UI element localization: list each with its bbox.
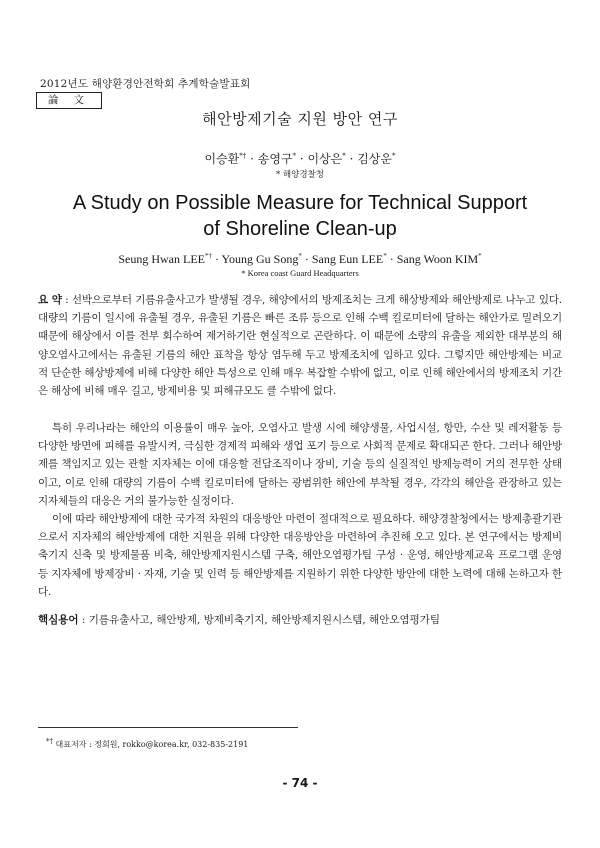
english-authors: [0, 252, 600, 267]
author-name: Sang Eun LEE: [311, 252, 384, 266]
keywords-text: : 기름유출사고, 해안방제, 방제비축기지, 해안방제지원시스템, 해안오염평가팀: [78, 614, 441, 626]
author-mark: *†: [204, 252, 212, 260]
conference-header: 2012년도 해양환경안전학회 추계학술발표회: [40, 78, 251, 90]
korean-authors: [0, 150, 600, 167]
korean-affiliation: * 해양경찰청: [275, 170, 324, 180]
abstract-paragraph-1: [38, 291, 562, 400]
abstract-paragraph-3: 이에 따라 해안방제에 대한 국가적 차원의 대응방안 마련이 절대적으로 필요하다. 해양경찰청에서는 방제총괄기관으로서 지자체의 해안방제에 대한 지원을 위해 다양한 대응방안을 마련하여 추진해 오고 있다. 본 연구에서는 방제비축기지 신축 및 방제물품 비축, 해안방제지원시스템 구축, 해안오염평가팀 구성 · 운영, 해안방제교육 프로그램 운영 등 지자체에 방제장비 · 자재, 기술 및 인력 등 해안방제를 지원하기 위한 다양한 방안에 대한 노력에 대해 논하고자 한다.: [38, 513, 562, 598]
english-title-line1: A Study on Possible Measure for Technical Support: [72, 192, 528, 214]
page-number: - 74 -: [282, 776, 318, 790]
english-title: [0, 190, 600, 242]
author-mark: *: [342, 152, 346, 160]
author-name: 김상운: [357, 152, 392, 166]
author-sep: ·: [211, 252, 222, 266]
author-name: Sang Woon KIM: [396, 252, 479, 266]
author-sep: ·: [345, 152, 358, 166]
author-sep: ·: [296, 152, 308, 166]
keywords-label: 핵심용어: [38, 614, 79, 626]
article-type-label: 論 文: [36, 92, 102, 109]
english-title-line2: of Shoreline Clean-up: [203, 218, 397, 240]
korean-title: 해안방제기술 지원 방안 연구: [202, 110, 398, 128]
author-sep: ·: [386, 252, 397, 266]
author-mark: *†: [239, 152, 247, 160]
author-mark: *: [478, 252, 482, 260]
author-mark: *: [292, 152, 297, 160]
author-sep: ·: [301, 252, 312, 266]
footnote: [46, 739, 248, 750]
author-mark: *: [391, 152, 396, 160]
author-name: Seung Hwan LEE: [118, 252, 205, 266]
footnote-divider: [38, 727, 298, 728]
author-mark: *: [383, 252, 387, 260]
author-name: 이상은: [307, 152, 343, 166]
abstract-paragraph-2: 특히 우리나라는 해안의 이용률이 매우 높아, 오염사고 발생 시에 해양생물, 사업시설, 항만, 수산 및 레저활동 등 다양한 방면에 피해를 유발시켜, 극심한 경제적 피해와 생업 포기 등으로 사회적 문제로 확대되곤 한다. 그러나 해안방제를 책임지고 있는 관할 지자체는 이에 대응할 전담조직이나 장비, 기술 등의 실질적인 방제능력이 거의 전무한 상태이고, 이로 인해 대량의 기름이 수백 킬로미터에 달하는 광범위한 해안에 부착될 경우, 각각의 해안을 관장하고 있는 지자체들의 대응은 거의 불가능한 실정이다.: [38, 422, 562, 507]
author-name: Young Gu Song: [221, 252, 299, 266]
footnote-mark: *†: [46, 737, 53, 746]
keywords: [38, 612, 562, 627]
english-affiliation: * Korea coast Guard Headquarters: [241, 268, 359, 278]
author-name: 송영구: [257, 152, 293, 166]
footnote-text: 대표저자 : 정회원, rokko@korea.kr, 032-835-2191: [53, 740, 249, 749]
abstract-text-1: : 선박으로부터 기름유출사고가 발생될 경우, 해양에서의 방제조치는 크게 해상방제와 해안방제로 나누고 있다. 대량의 기름이 일시에 유출될 경우, 유출된 기름은 빠른 조류 등으로 인해 수백 킬로미터에 달하는 해안가로 밀려오기 때문에 해상에서 이를 전부 회수하여 제거하기란 현실적으로 곤란하다. 이 때문에 소량의 유출을 제외한 대부분의 해양오염사고에서는 유출된 기름의 해안 표착을 항상 염두해 두고 방제조치에 임하고 있다. 그렇지만 해안방제는 비교적 단순한 해상방제에 비해 다양한 해안 특성으로 인해 매우 복잡할 수밖에 없고, 이로 인해 해안에서의 방제조치 기간은 해상에 비해 매우 길고, 방제비용 및 피해규모도 클 수밖에 없다.: [38, 294, 562, 398]
author-name: 이승환: [204, 152, 240, 166]
abstract-label: 요 약: [38, 294, 62, 306]
author-mark: *: [298, 252, 302, 260]
author-sep: ·: [246, 152, 258, 166]
